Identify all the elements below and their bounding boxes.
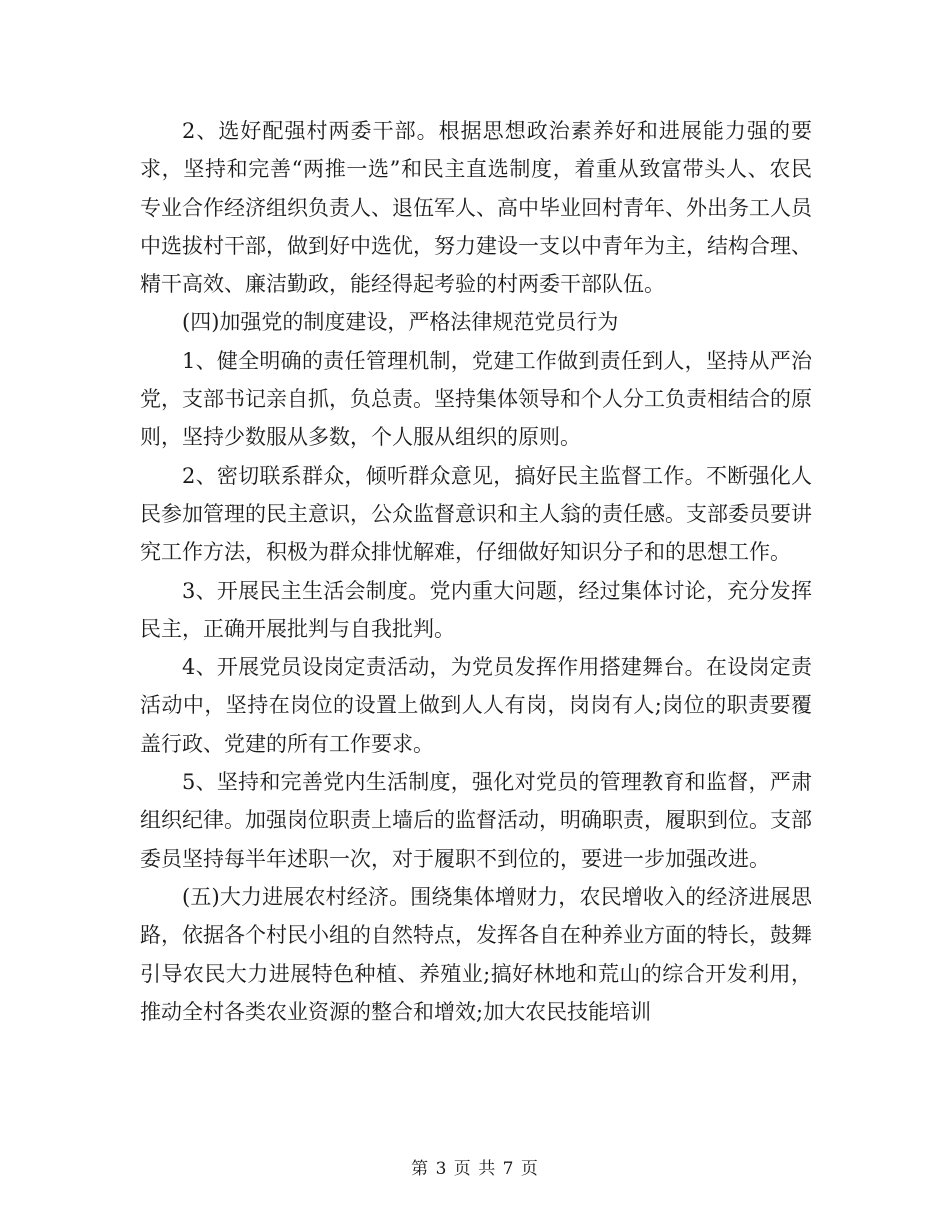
paragraph-village-cadres: 2、选好配强村两委干部。根据思想政治素养好和进展能力强的要求，坚持和完善“两推一选”和民主直选制度，着重从致富带头人、农民专业合作经济组织负责人、退伍军人、高中毕业回村青年、外出务工人员中选拔村干部，做到好中选优，努力建设一支以中青年为主，结构合理、精干高效、廉洁勤政，能经得起考验的村两委干部队伍。: [140, 119, 812, 297]
paragraph-post-responsibility: 4、开展党员设岗定责活动，为党员发挥作用搭建舞台。在设岗定责活动中，坚持在岗位的设置上做到人人有岗，岗岗有人;岗位的职责要覆盖行政、党建的所有工作要求。: [140, 655, 812, 756]
paragraph-responsibility-mechanism: 1、健全明确的责任管理机制，党建工作做到责任到人，坚持从严治党，支部书记亲自抓，负总责。坚持集体领导和个人分工负责相结合的原则，坚持少数服从多数，个人服从组织的原则。: [140, 348, 812, 450]
paragraph-democratic-life-meeting: 3、开展民主生活会制度。党内重大问题，经过集体讨论，充分发挥民主，正确开展批判与自我批判。: [140, 578, 812, 641]
section-rural-economy: (五)大力进展农村经济。围绕集体增财力，农民增收入的经济进展思路，依据各个村民小组的自然特点，发挥各自在种养业方面的特长，鼓舞引导农民大力进展特色种植、养殖业;搞好林地和荒山的综合开发利用，推动全村各类农业资源的整合和增效;加大农民技能培训: [140, 884, 812, 1024]
document-body: [140, 112, 812, 1031]
paragraph-contact-masses: 2、密切联系群众，倾听群众意见，搞好民主监督工作。不断强化人民参加管理的民主意识，公众监督意识和主人翁的责任感。支部委员要讲究工作方法，积极为群众排忧解难，仔细做好知识分子和的思想工作。: [140, 463, 812, 565]
paragraph-inner-party-life: 5、坚持和完善党内生活制度，强化对党员的管理教育和监督，严肃组织纪律。加强岗位职责上墙后的监督活动，明确职责，履职到位。支部委员坚持每半年述职一次，对于履职不到位的，要进一步加强改进。: [140, 770, 812, 871]
section-heading-party-system: (四)加强党的制度建设，严格法律规范党员行为: [182, 310, 619, 335]
page-number-footer: 第 3 页 共 7 页: [411, 1159, 539, 1179]
